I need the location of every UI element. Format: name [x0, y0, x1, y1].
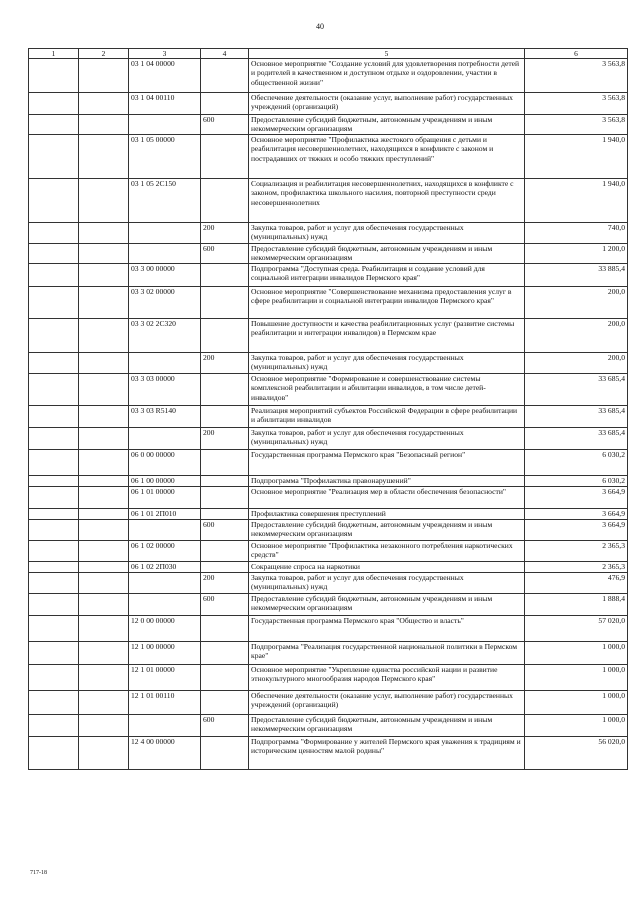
- cell-col1: [29, 572, 79, 593]
- cell-amount: 740,0: [525, 222, 628, 243]
- cell-name: Подпрограмма "Доступная среда. Реабилитация и создание условий для социальной интеграции инвалидов Пермского края": [249, 263, 525, 286]
- cell-amount: 1 000,0: [525, 641, 628, 664]
- cell-csr: 12 1 01 00110: [129, 690, 201, 714]
- cell-csr: 03 3 00 00000: [129, 263, 201, 286]
- cell-col1: [29, 449, 79, 475]
- cell-col1: [29, 318, 79, 352]
- cell-vr: [201, 134, 249, 178]
- cell-vr: [201, 664, 249, 690]
- cell-csr: 03 1 04 00000: [129, 59, 201, 93]
- cell-csr: [129, 593, 201, 615]
- cell-csr: 03 1 05 2С150: [129, 178, 201, 222]
- cell-vr: [201, 318, 249, 352]
- table-row: [29, 318, 628, 352]
- cell-col1: [29, 222, 79, 243]
- header-cell-4: 4: [201, 49, 249, 59]
- cell-col2: [79, 664, 129, 690]
- table-row: [29, 690, 628, 714]
- cell-amount: 200,0: [525, 318, 628, 352]
- cell-csr: 03 1 05 00000: [129, 134, 201, 178]
- table-header: [29, 49, 628, 59]
- cell-name: Предоставление субсидий бюджетным, автономным учреждениям и иным некоммерческим организациям: [249, 243, 525, 263]
- cell-name: Основное мероприятие "Реализация мер в области обеспечения безопасности": [249, 486, 525, 508]
- cell-col2: [79, 615, 129, 641]
- cell-col1: [29, 352, 79, 373]
- header-cell-1: 1: [29, 49, 79, 59]
- cell-csr: 12 4 00 00000: [129, 736, 201, 769]
- table-row: [29, 352, 628, 373]
- cell-col1: [29, 561, 79, 572]
- cell-col1: [29, 115, 79, 135]
- cell-col1: [29, 540, 79, 561]
- cell-col1: [29, 427, 79, 449]
- cell-col2: [79, 641, 129, 664]
- cell-vr: [201, 286, 249, 318]
- cell-csr: [129, 115, 201, 135]
- cell-vr: [201, 59, 249, 93]
- cell-csr: 06 1 02 2П030: [129, 561, 201, 572]
- cell-col2: [79, 449, 129, 475]
- cell-col2: [79, 540, 129, 561]
- cell-col1: [29, 405, 79, 427]
- cell-col2: [79, 736, 129, 769]
- cell-col1: [29, 93, 79, 115]
- cell-amount: 200,0: [525, 286, 628, 318]
- header-cell-3: 3: [129, 49, 201, 59]
- cell-csr: 03 3 02 2С320: [129, 318, 201, 352]
- cell-vr: [201, 405, 249, 427]
- cell-col1: [29, 373, 79, 405]
- cell-col1: [29, 690, 79, 714]
- cell-vr: [201, 475, 249, 486]
- cell-col2: [79, 593, 129, 615]
- cell-col1: [29, 736, 79, 769]
- cell-col2: [79, 222, 129, 243]
- cell-csr: 06 0 00 00000: [129, 449, 201, 475]
- cell-amount: 476,9: [525, 572, 628, 593]
- cell-vr: [201, 449, 249, 475]
- cell-csr: 06 1 01 00000: [129, 486, 201, 508]
- cell-col1: [29, 243, 79, 263]
- cell-csr: 06 1 02 00000: [129, 540, 201, 561]
- table-row: [29, 664, 628, 690]
- cell-vr: [201, 486, 249, 508]
- cell-vr: [201, 736, 249, 769]
- cell-amount: 57 020,0: [525, 615, 628, 641]
- cell-amount: 6 030,2: [525, 475, 628, 486]
- footer-code: 717-18: [30, 870, 47, 876]
- cell-csr: [129, 519, 201, 540]
- cell-amount: 1 200,0: [525, 243, 628, 263]
- cell-amount: 1 888,4: [525, 593, 628, 615]
- cell-csr: 03 3 03 00000: [129, 373, 201, 405]
- table-row: [29, 714, 628, 736]
- cell-amount: 33 685,4: [525, 427, 628, 449]
- table-row: [29, 449, 628, 475]
- cell-vr: [201, 93, 249, 115]
- cell-csr: [129, 222, 201, 243]
- table-row: [29, 486, 628, 508]
- table-row: [29, 641, 628, 664]
- cell-col2: [79, 93, 129, 115]
- cell-col2: [79, 352, 129, 373]
- cell-csr: [129, 352, 201, 373]
- cell-amount: 1 000,0: [525, 690, 628, 714]
- cell-vr: 600: [201, 243, 249, 263]
- table-row: [29, 286, 628, 318]
- table-row: [29, 263, 628, 286]
- cell-col2: [79, 373, 129, 405]
- cell-col1: [29, 134, 79, 178]
- header-cell-2: 2: [79, 49, 129, 59]
- table-row: [29, 615, 628, 641]
- cell-col2: [79, 475, 129, 486]
- cell-amount: 33 685,4: [525, 373, 628, 405]
- cell-amount: 200,0: [525, 352, 628, 373]
- cell-col2: [79, 59, 129, 93]
- cell-col1: [29, 593, 79, 615]
- cell-amount: 2 365,3: [525, 561, 628, 572]
- cell-csr: 06 1 01 2П010: [129, 508, 201, 519]
- cell-col1: [29, 286, 79, 318]
- cell-col1: [29, 486, 79, 508]
- cell-col2: [79, 486, 129, 508]
- cell-col1: [29, 615, 79, 641]
- table-row: [29, 475, 628, 486]
- cell-name: Подпрограмма "Формирование у жителей Пермского края уважения к традициям и историческим ценностям малой родины": [249, 736, 525, 769]
- cell-amount: 3 664,9: [525, 519, 628, 540]
- cell-col2: [79, 572, 129, 593]
- table-row: [29, 373, 628, 405]
- cell-csr: 12 0 00 00000: [129, 615, 201, 641]
- cell-name: Социализация и реабилитация несовершеннолетних, находящихся в конфликте с законом, профилактика школьного насилия, повторной преступности среди несовершеннолетних: [249, 178, 525, 222]
- cell-name: Подпрограмма "Профилактика правонарушений": [249, 475, 525, 486]
- cell-amount: 3 664,9: [525, 486, 628, 508]
- cell-col1: [29, 664, 79, 690]
- cell-amount: 3 563,8: [525, 93, 628, 115]
- cell-col1: [29, 714, 79, 736]
- cell-amount: 3 664,9: [525, 508, 628, 519]
- cell-csr: [129, 572, 201, 593]
- cell-col1: [29, 475, 79, 486]
- header-row: [29, 49, 628, 59]
- table-row: [29, 93, 628, 115]
- table-row: [29, 59, 628, 93]
- cell-vr: [201, 373, 249, 405]
- table-row: [29, 519, 628, 540]
- cell-amount: 33 885,4: [525, 263, 628, 286]
- cell-col1: [29, 508, 79, 519]
- cell-csr: 03 1 04 00110: [129, 93, 201, 115]
- table-row: [29, 540, 628, 561]
- cell-col2: [79, 508, 129, 519]
- cell-name: Реализация мероприятий субъектов Российской Федерации в сфере реабилитации и абилитации инвалидов: [249, 405, 525, 427]
- page-number: 40: [316, 22, 324, 31]
- header-cell-5: 5: [249, 49, 525, 59]
- cell-name: Закупка товаров, работ и услуг для обеспечения государственных (муниципальных) нужд: [249, 427, 525, 449]
- cell-name: Обеспечение деятельности (оказание услуг, выполнение работ) государственных учреждений (организаций): [249, 690, 525, 714]
- table-row: [29, 593, 628, 615]
- cell-vr: [201, 178, 249, 222]
- cell-name: Основное мероприятие "Профилактика незаконного потребления наркотических средств": [249, 540, 525, 561]
- cell-name: Основное мероприятие "Укрепление единства российской нации и развитие этнокультурного многообразия народов Пермского края": [249, 664, 525, 690]
- cell-vr: [201, 508, 249, 519]
- cell-amount: 3 563,8: [525, 59, 628, 93]
- budget-table: [28, 48, 628, 770]
- cell-csr: 06 1 00 00000: [129, 475, 201, 486]
- cell-amount: 1 000,0: [525, 714, 628, 736]
- cell-csr: 03 3 03 R5140: [129, 405, 201, 427]
- table-row: [29, 572, 628, 593]
- cell-amount: 2 365,3: [525, 540, 628, 561]
- cell-vr: [201, 690, 249, 714]
- cell-amount: 1 940,0: [525, 178, 628, 222]
- cell-name: Повышение доступности и качества реабилитационных услуг (развитие системы реабилитации и интеграции инвалидов) в Пермском крае: [249, 318, 525, 352]
- cell-name: Обеспечение деятельности (оказание услуг, выполнение работ) государственных учреждений (организаций): [249, 93, 525, 115]
- table-body: [29, 59, 628, 770]
- cell-amount: 6 030,2: [525, 449, 628, 475]
- cell-name: Предоставление субсидий бюджетным, автономным учреждениям и иным некоммерческим организациям: [249, 593, 525, 615]
- cell-col2: [79, 115, 129, 135]
- cell-col2: [79, 243, 129, 263]
- cell-name: Основное мероприятие "Профилактика жестокого обращения с детьми и реабилитация несовершеннолетних, находящихся в конфликте с законом и пострадавших от тяжких и особо тяжких преступлений": [249, 134, 525, 178]
- cell-name: Подпрограмма "Реализация государственной национальной политики в Пермском крае": [249, 641, 525, 664]
- cell-csr: [129, 714, 201, 736]
- table-row: [29, 561, 628, 572]
- cell-amount: 1 940,0: [525, 134, 628, 178]
- cell-vr: 600: [201, 593, 249, 615]
- cell-vr: 600: [201, 115, 249, 135]
- cell-col2: [79, 134, 129, 178]
- cell-col1: [29, 263, 79, 286]
- cell-csr: 12 1 01 00000: [129, 664, 201, 690]
- cell-name: Предоставление субсидий бюджетным, автономным учреждениям и иным некоммерческим организациям: [249, 714, 525, 736]
- cell-name: Предоставление субсидий бюджетным, автономным учреждениям и иным некоммерческим организациям: [249, 115, 525, 135]
- cell-vr: [201, 540, 249, 561]
- cell-vr: 200: [201, 352, 249, 373]
- cell-amount: 3 563,8: [525, 115, 628, 135]
- cell-col2: [79, 690, 129, 714]
- cell-csr: [129, 243, 201, 263]
- cell-name: Основное мероприятие "Формирование и совершенствование системы комплексной реабилитации и абилитации инвалидов, в том числе детей-инвалидов": [249, 373, 525, 405]
- cell-col2: [79, 286, 129, 318]
- cell-vr: 600: [201, 519, 249, 540]
- cell-vr: 200: [201, 222, 249, 243]
- cell-vr: 200: [201, 572, 249, 593]
- cell-name: Предоставление субсидий бюджетным, автономным учреждениям и иным некоммерческим организациям: [249, 519, 525, 540]
- cell-vr: [201, 263, 249, 286]
- cell-col2: [79, 263, 129, 286]
- cell-col1: [29, 641, 79, 664]
- cell-col2: [79, 178, 129, 222]
- cell-vr: [201, 561, 249, 572]
- cell-name: Закупка товаров, работ и услуг для обеспечения государственных (муниципальных) нужд: [249, 572, 525, 593]
- cell-col2: [79, 561, 129, 572]
- table-row: [29, 736, 628, 769]
- cell-col1: [29, 59, 79, 93]
- cell-name: Сокращение спроса на наркотики: [249, 561, 525, 572]
- cell-col1: [29, 519, 79, 540]
- cell-vr: [201, 615, 249, 641]
- table-row: [29, 243, 628, 263]
- cell-name: Государственная программа Пермского края "Безопасный регион": [249, 449, 525, 475]
- cell-vr: 600: [201, 714, 249, 736]
- cell-csr: 03 3 02 00000: [129, 286, 201, 318]
- cell-amount: 33 685,4: [525, 405, 628, 427]
- cell-vr: 200: [201, 427, 249, 449]
- header-cell-6: 6: [525, 49, 628, 59]
- cell-col2: [79, 405, 129, 427]
- table-row: [29, 134, 628, 178]
- cell-name: Основное мероприятие "Создание условий для удовлетворения потребности детей и родителей в качественном и доступном отдыхе и оздоровлении, участии в общественной жизни": [249, 59, 525, 93]
- cell-name: Профилактика совершения преступлений: [249, 508, 525, 519]
- cell-csr: [129, 427, 201, 449]
- cell-vr: [201, 641, 249, 664]
- table-row: [29, 115, 628, 135]
- table-row: [29, 222, 628, 243]
- cell-name: Закупка товаров, работ и услуг для обеспечения государственных (муниципальных) нужд: [249, 352, 525, 373]
- cell-amount: 56 020,0: [525, 736, 628, 769]
- cell-col2: [79, 714, 129, 736]
- table-row: [29, 427, 628, 449]
- cell-amount: 1 000,0: [525, 664, 628, 690]
- cell-name: Закупка товаров, работ и услуг для обеспечения государственных (муниципальных) нужд: [249, 222, 525, 243]
- cell-col2: [79, 519, 129, 540]
- cell-name: Основное мероприятие "Совершенствование механизма предоставления услуг в сфере реабилитации и социальной интеграции инвалидов Пермского края": [249, 286, 525, 318]
- cell-csr: 12 1 00 00000: [129, 641, 201, 664]
- table-row: [29, 178, 628, 222]
- table-row: [29, 508, 628, 519]
- cell-col2: [79, 427, 129, 449]
- table-row: [29, 405, 628, 427]
- cell-col1: [29, 178, 79, 222]
- cell-name: Государственная программа Пермского края "Общество и власть": [249, 615, 525, 641]
- cell-col2: [79, 318, 129, 352]
